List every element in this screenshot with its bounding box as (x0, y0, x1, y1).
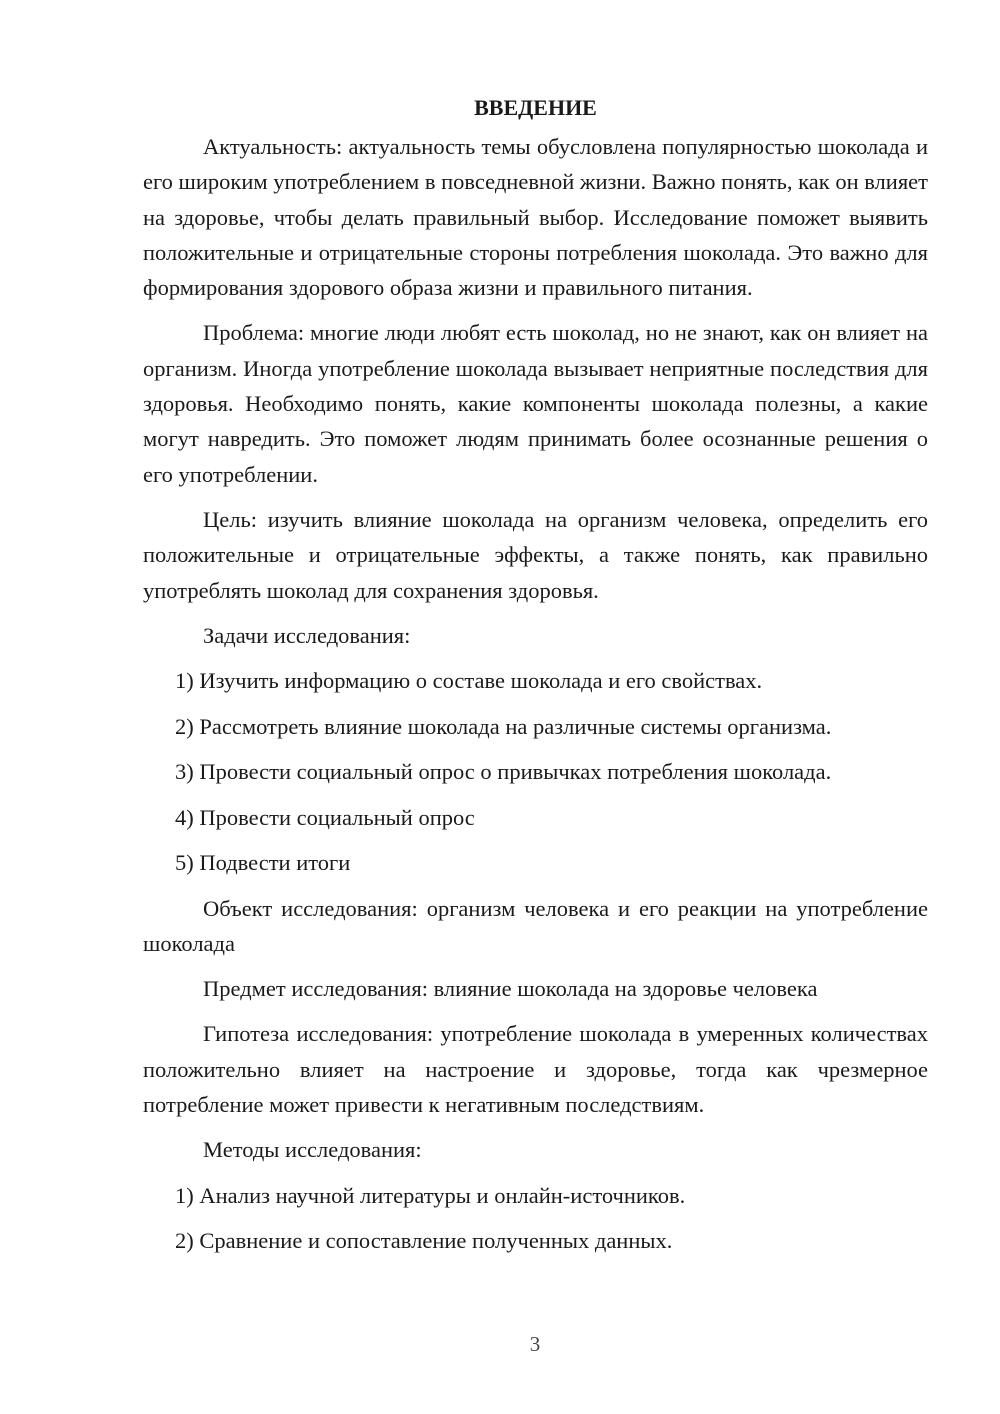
list-item: 3) Провести социальный опрос о привычках потребления шоколада. (175, 759, 832, 785)
goal-paragraph: Цель: изучить влияние шоколада на организм человека, определить его положительные и отрицательные эффекты, а также понять, как правильно употреблять шоколад для сохранения здоровья. (143, 506, 928, 603)
hypothesis-paragraph: Гипотеза исследования: употребление шоколада в умеренных количествах положительно влияет на настроение и здоровье, тогда как чрезмерное потребление может привести к негативным последствиям. (143, 1021, 928, 1118)
list-item: 5) Подвести итоги (175, 850, 351, 876)
object-paragraph: Объект исследования: организм человека и его реакции на употребление шоколада (143, 895, 928, 956)
document-page (143, 90, 928, 1269)
tasks-label: Задачи исследования: (203, 622, 411, 648)
relevance-paragraph: Актуальность: актуальность темы обусловлена популярностью шоколада и его широким употреблением в повседневной жизни. Важно понять, как он влияет на здоровье, чтобы делать правильный выбор. Исследование поможет выявить положительные и отрицательные стороны потребления шоколада. Это важно для формирования здорового образа жизни и правильного питания. (143, 134, 928, 301)
problem-paragraph: Проблема: многие люди любят есть шоколад, но не знают, как он влияет на организм. Иногда употребление шоколада вызывает неприятные последствия для здоровья. Необходимо понять, какие компоненты шоколада полезны, а какие могут навредить. Это поможет людям принимать более осознанные решения о его употреблении. (143, 320, 928, 487)
section-title: ВВЕДЕНИЕ (474, 95, 597, 120)
tasks-list (143, 663, 928, 880)
page-number: 3 (529, 1332, 541, 1356)
list-item: 1) Изучить информацию о составе шоколада и его свойствах. (175, 668, 763, 694)
list-item: 1) Анализ научной литературы и онлайн-источников. (175, 1182, 686, 1208)
methods-list (143, 1178, 928, 1259)
list-item: 2) Рассмотреть влияние шоколада на различные системы организма. (175, 713, 832, 739)
list-item: 2) Сравнение и сопоставление полученных данных. (175, 1228, 673, 1254)
list-item: 4) Провести социальный опрос (175, 804, 475, 830)
subject-paragraph: Предмет исследования: влияние шоколада на здоровье человека (203, 976, 818, 1002)
methods-label: Методы исследования: (203, 1137, 422, 1163)
